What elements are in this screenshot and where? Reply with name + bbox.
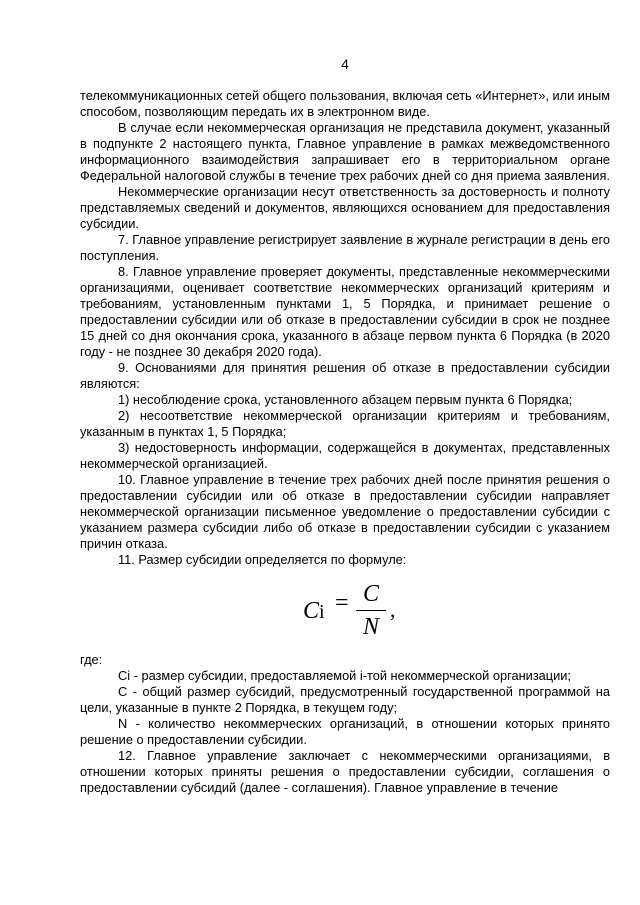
formula-equals: =	[335, 590, 349, 616]
fraction-bar	[356, 610, 386, 611]
paragraph-item-11: 11. Размер субсидии определяется по формуле:	[118, 552, 407, 567]
formula-lhs	[303, 598, 325, 625]
formula-fraction	[356, 580, 386, 641]
formula-lhs-symbol: C	[303, 598, 320, 624]
definition-c: С - общий размер субсидий, предусмотренный государственной программой на цели, указанные в пункте 2 Порядка, в текущем году;	[80, 684, 610, 715]
paragraph-item-9: 9. Основаниями для принятия решения об отказе в предоставлении субсидии являются:	[80, 360, 610, 391]
paragraph-missing-document: В случае если некоммерческая организация не представила документ, указанный в подпункте 2 настоящего пункта, Главное управление в рамках межведомственного информационного взаимодействия запрашивает его в территориальном органе Федеральной налоговой службы в течение трех рабочих дней со дня приема заявления.	[80, 120, 610, 183]
paragraph-item-12: 12. Главное управление заключает с некоммерческими организациями, в отношении которых приняты решения о предоставлении субсидии, соглашения о предоставлении субсидий (далее - соглашения). Главное управление в течение	[80, 748, 610, 795]
paragraph-where: где:	[80, 652, 103, 667]
paragraph-item-7: 7. Главное управление регистрирует заявление в журнале регистрации в день его поступления.	[80, 232, 610, 263]
paragraph-responsibility: Некоммерческие организации несут ответственность за достоверность и полноту представляемых сведений и документов, являющихся основанием для предоставления субсидии.	[80, 184, 610, 231]
subsidy-formula	[80, 576, 610, 648]
paragraph-reason-2: 2) несоответствие некоммерческой организации критериям и требованиям, указанным в пунктах 1, 5 Порядка;	[80, 408, 610, 439]
formula-lhs-subscript: i	[319, 601, 325, 623]
paragraph-item-10: 10. Главное управление в течение трех рабочих дней после принятия решения о предоставлении субсидии или об отказе в предоставлении субсидии направляет некоммерческой организации письменное уведомление о предоставлении субсидии с указанием размера субсидии либо об отказе в предоставлении субсидии с указанием причин отказа.	[80, 472, 610, 551]
definition-ci: Ci - размер субсидии, предоставляемой i-той некоммерческой организации;	[118, 668, 571, 683]
paragraph-reason-3: 3) недостоверность информации, содержащейся в документах, представленных некоммерческой организацией.	[80, 440, 610, 471]
document-page	[80, 0, 610, 905]
paragraph-reason-1: 1) несоблюдение срока, установленного абзацем первым пункта 6 Порядка;	[118, 392, 573, 407]
document-body	[80, 88, 610, 796]
formula-comma: ,	[390, 597, 396, 622]
paragraph-item-8: 8. Главное управление проверяет документы, представленные некоммерческими организациями, оценивает соответствие некоммерческих организаций критериям и требованиям, установленным пунктами 1, 5 Порядка, и принимает решение о предоставлении субсидии или об отказе в предоставлении субсидии в срок не позднее 15 дней со дня окончания срока, указанного в абзаце первом пункта 6 Порядка (в 2020 году - не позднее 30 декабря 2020 года).	[80, 264, 610, 359]
paragraph-continuation: телекоммуникационных сетей общего пользования, включая сеть «Интернет», или иным способом, позволяющим передать их в электронном виде.	[80, 88, 610, 119]
page-number: 4	[341, 56, 349, 72]
formula-numerator: C	[362, 581, 379, 607]
formula-denominator: N	[362, 614, 379, 640]
definition-n: N - количество некоммерческих организаций, в отношении которых принято решение о предоставлении субсидии.	[80, 716, 610, 747]
